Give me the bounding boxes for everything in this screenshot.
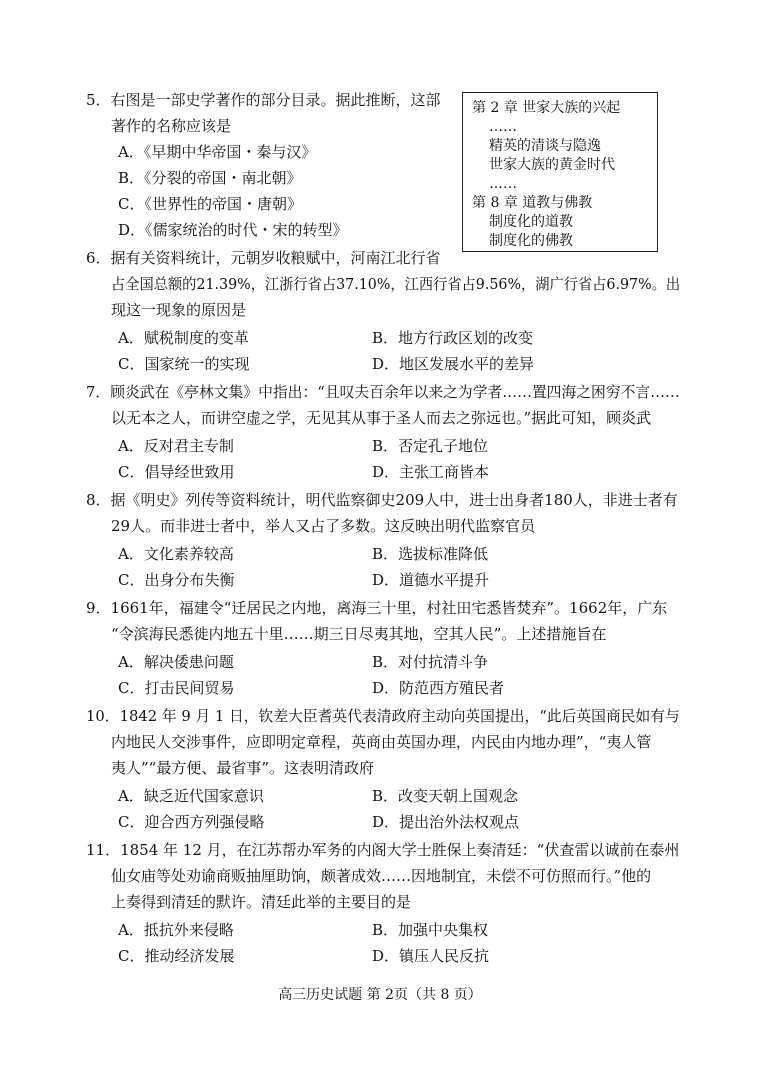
page-footer: 高三历史试题 第 2页（共 8 页） bbox=[278, 987, 482, 1003]
q10-stem-line2: 内地民人交涉事件，应即明定章程，英商由英国办理，内民由内地办理”，“夷人管 bbox=[111, 733, 652, 751]
q8-option-a: A．文化素养较高 bbox=[118, 545, 234, 563]
q5-option-b: B．《分裂的帝国・南北朝》 bbox=[118, 169, 302, 187]
q5-stem-line1: 5．右图是一部史学著作的部分目录。据此推断，这部 bbox=[86, 91, 441, 109]
q5-option-c: C．《世界性的帝国・唐朝》 bbox=[118, 195, 302, 213]
q11-stem-line2: 仙女庙等处劝谕商贩抽厘助饷，颇著成效……因地制宜，未偿不可仿照而行。”他的 bbox=[111, 867, 652, 885]
toc-ellipsis-2: …… bbox=[489, 176, 517, 192]
q8-stem-line2: 29人。而非进士者中，举人又占了多数。这反映出明代监察官员 bbox=[111, 517, 536, 535]
q8-stem-line1: 8．据《明史》列传等资料统计，明代监察御史209人中，进士出身者180人，非进士者有 bbox=[86, 491, 678, 509]
q5-option-d: D．《儒家统治的时代・宋的转型》 bbox=[118, 221, 348, 239]
q7-option-c: C．倡导经世致用 bbox=[118, 463, 235, 481]
q9-option-d: D．防范西方殖民者 bbox=[372, 679, 505, 697]
q10-stem-line1: 10．1842 年 9 月 1 日，钦差大臣耆英代表清政府主动向英国提出，“此后英国商民如有与 bbox=[86, 707, 680, 725]
q7-option-d: D．主张工商皆本 bbox=[372, 463, 490, 481]
q7-option-a: A．反对君主专制 bbox=[118, 437, 234, 455]
q10-option-b: B．改变天朝上国观念 bbox=[372, 787, 519, 805]
q11-stem-line1: 11．1854 年 12 月，在江苏帮办军务的内阁大学士胜保上奏清廷：“伏查雷以诚前在泰州 bbox=[86, 841, 680, 859]
q8-option-d: D．道德水平提升 bbox=[372, 571, 490, 589]
q8-option-c: C．出身分布失衡 bbox=[118, 571, 235, 589]
toc-item-1: 精英的清谈与隐逸 bbox=[489, 138, 601, 154]
q6-option-d: D．地区发展水平的差异 bbox=[372, 355, 535, 373]
q6-stem-line3: 现这一现象的原因是 bbox=[111, 301, 247, 319]
toc-item-4: 制度化的佛教 bbox=[489, 233, 573, 249]
q11-stem-line3: 上奏得到清廷的默许。清廷此举的主要目的是 bbox=[111, 893, 412, 911]
toc-chapter-2: 第 2 章 世家大族的兴起 bbox=[472, 100, 621, 116]
q11-option-a: A．抵抗外来侵略 bbox=[118, 921, 234, 939]
q5-stem-line2: 著作的名称应该是 bbox=[111, 117, 232, 135]
q10-option-a: A．缺乏近代国家意识 bbox=[118, 787, 264, 805]
q9-option-a: A．解决倭患问题 bbox=[118, 653, 234, 671]
toc-chapter-8: 第 8 章 道教与佛教 bbox=[472, 195, 593, 211]
q9-option-c: C．打击民间贸易 bbox=[118, 679, 235, 697]
q10-option-c: C．迎合西方列强侵略 bbox=[118, 813, 265, 831]
q6-option-a: A．赋税制度的变革 bbox=[118, 329, 249, 347]
toc-ellipsis-1: …… bbox=[489, 119, 517, 135]
q6-option-b: B．地方行政区划的改变 bbox=[372, 329, 534, 347]
q11-option-d: D．镇压人民反抗 bbox=[372, 947, 490, 965]
q10-stem-line3: 夷人”“最方便、最省事”。这表明清政府 bbox=[111, 759, 375, 777]
toc-item-3: 制度化的道教 bbox=[489, 214, 573, 230]
q10-option-d: D．提出治外法权观点 bbox=[372, 813, 520, 831]
q9-stem-line1: 9．1661年，福建令“迁居民之内地，离海三十里，村社田宅悉皆焚弃”。1662年，广东 bbox=[86, 599, 668, 617]
q9-option-b: B．对付抗清斗争 bbox=[372, 653, 489, 671]
toc-item-2: 世家大族的黄金时代 bbox=[489, 157, 615, 173]
toc-box bbox=[462, 92, 658, 252]
q7-stem-line1: 7．顾炎武在《亭林文集》中指出：“且叹夫百余年以来之为学者……置四海之困穷不言…… bbox=[86, 383, 680, 401]
q7-option-b: B．否定孔子地位 bbox=[372, 437, 489, 455]
q8-option-b: B．选拔标准降低 bbox=[372, 545, 489, 563]
q11-option-c: C．推动经济发展 bbox=[118, 947, 235, 965]
q6-option-c: C．国家统一的实现 bbox=[118, 355, 250, 373]
q6-stem-line2: 占全国总额的21.39%，江浙行省占37.10%，江西行省占9.56%，湖广行省占6.97%。出 bbox=[111, 275, 681, 293]
q7-stem-line2: 以无本之人，而讲空虚之学，无见其从事于圣人而去之弥远也。”据此可知，顾炎武 bbox=[111, 409, 652, 427]
q9-stem-line2: “令滨海民悉徙内地五十里……期三日尽夷其地，空其人民”。上述措施旨在 bbox=[111, 625, 607, 643]
q11-option-b: B．加强中央集权 bbox=[372, 921, 489, 939]
q6-stem-line1: 6．据有关资料统计，元朝岁收粮赋中，河南江北行省 bbox=[86, 249, 441, 267]
q5-option-a: A．《早期中华帝国・秦与汉》 bbox=[118, 143, 317, 161]
